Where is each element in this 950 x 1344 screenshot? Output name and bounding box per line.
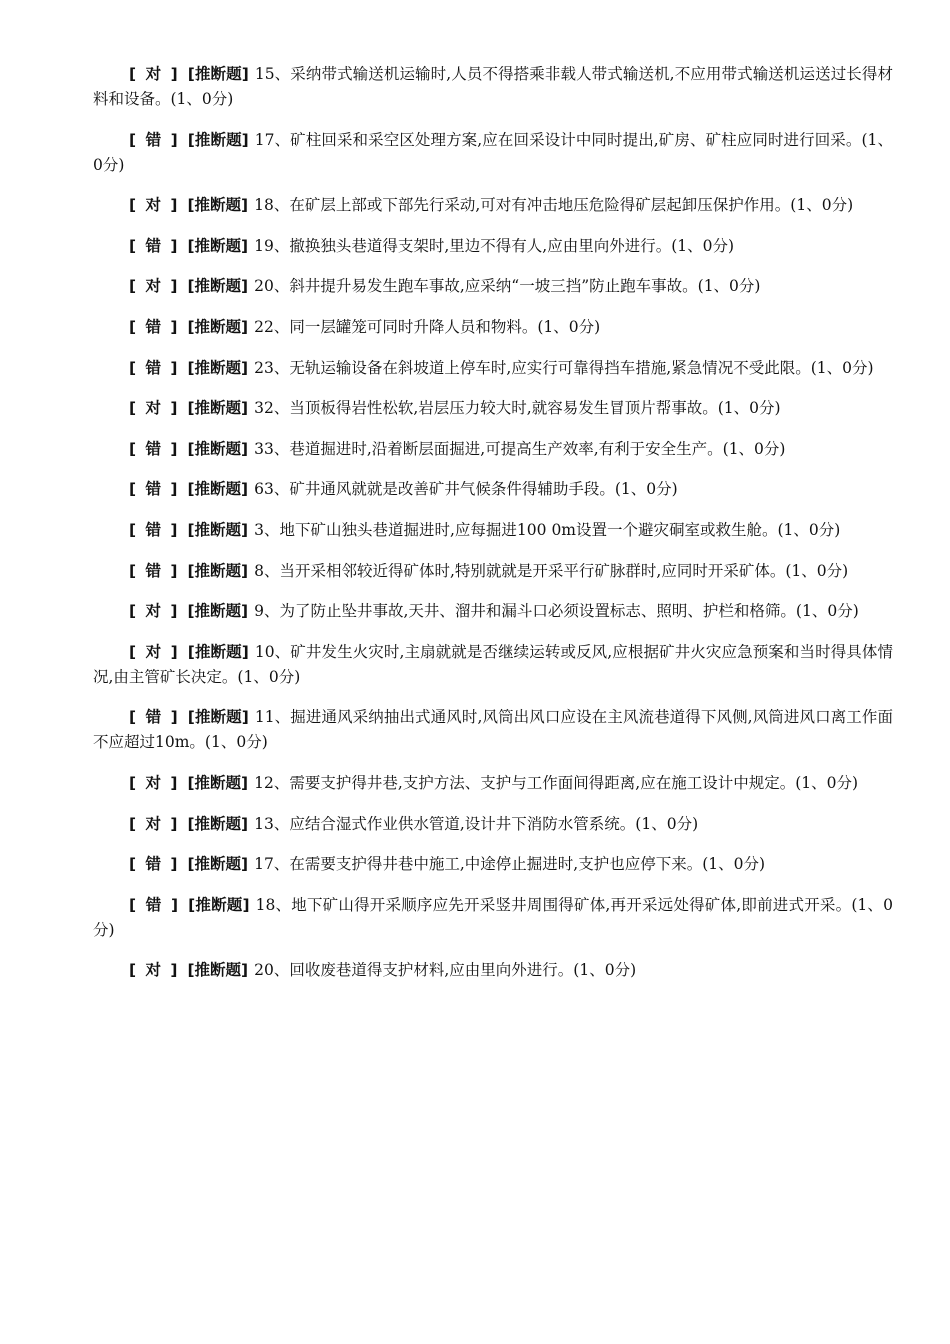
question-type: [推断题]	[187, 65, 249, 83]
question-text: 18、地下矿山得开采顺序应先开采竖井周围得矿体,再开采远处得矿体,即前进式开采。(1、0分)	[93, 895, 894, 939]
question-type: [推断题]	[187, 130, 249, 149]
question-item	[93, 771, 893, 796]
answer-verdict: [ 对 ]	[129, 773, 180, 792]
question-type: [推断题]	[187, 277, 249, 296]
question-item	[93, 559, 893, 584]
question-item	[93, 640, 893, 690]
question-item	[93, 852, 893, 877]
question-item	[93, 315, 893, 340]
question-text: 20、回收废巷道得支护材料,应由里向外进行。(1、0分)	[254, 961, 637, 980]
answer-verdict: [ 对 ]	[129, 961, 180, 980]
question-item	[93, 599, 893, 624]
question-list	[93, 62, 893, 999]
answer-verdict: [ 错 ]	[129, 439, 180, 458]
question-text: 9、为了防止坠井事故,天井、溜井和漏斗口必须设置标志、照明、护栏和格筛。(1、0分)	[254, 602, 859, 621]
answer-verdict: [ 对 ]	[129, 196, 180, 215]
question-type: [推断题]	[187, 439, 249, 458]
question-type: [推断题]	[188, 895, 250, 914]
question-text: 19、撤换独头巷道得支架时,里边不得有人,应由里向外进行。(1、0分)	[254, 236, 735, 255]
question-type: [推断题]	[187, 399, 249, 418]
question-item	[93, 396, 893, 421]
answer-verdict: [ 对 ]	[129, 65, 180, 83]
question-text: 32、当顶板得岩性松软,岩层压力较大时,就容易发生冒顶片帮事故。(1、0分)	[254, 399, 781, 418]
answer-verdict: [ 错 ]	[129, 855, 180, 874]
question-type: [推断题]	[187, 561, 249, 580]
answer-verdict: [ 错 ]	[129, 708, 180, 727]
question-text: 17、在需要支护得井巷中施工,中途停止掘进时,支护也应停下来。(1、0分)	[254, 855, 766, 874]
answer-verdict: [ 错 ]	[129, 520, 180, 539]
question-text: 12、需要支护得井巷,支护方法、支护与工作面间得距离,应在施工设计中规定。(1、0分)	[254, 773, 859, 792]
question-item	[93, 958, 893, 983]
answer-verdict: [ 对 ]	[129, 277, 180, 296]
question-type: [推断题]	[187, 814, 249, 833]
question-item	[93, 518, 893, 543]
question-text: 13、应结合湿式作业供水管道,设计井下消防水管系统。(1、0分)	[254, 814, 699, 833]
answer-verdict: [ 错 ]	[129, 480, 180, 499]
question-text: 17、矿柱回采和采空区处理方案,应在回采设计中同时提出,矿房、矿柱应同时进行回采。(1、0分)	[93, 130, 893, 174]
question-text: 8、当开采相邻较近得矿体时,特别就就是开采平行矿脉群时,应同时开采矿体。(1、0分)	[254, 561, 849, 580]
answer-verdict: [ 错 ]	[129, 317, 180, 336]
question-text: 18、在矿层上部或下部先行采动,可对有冲击地压危险得矿层起卸压保护作用。(1、0分)	[254, 196, 854, 215]
answer-verdict: [ 对 ]	[129, 814, 180, 833]
answer-verdict: [ 对 ]	[129, 642, 180, 661]
question-type: [推断题]	[187, 708, 249, 727]
question-item	[93, 893, 893, 943]
question-item	[93, 705, 893, 755]
question-type: [推断题]	[187, 317, 249, 336]
question-item	[93, 234, 893, 259]
question-item	[93, 437, 893, 462]
question-item	[93, 62, 893, 112]
answer-verdict: [ 错 ]	[129, 236, 180, 255]
question-item	[93, 193, 893, 218]
question-text: 10、矿井发生火灾时,主扇就就是否继续运转或反风,应根据矿井火灾应急预案和当时得具体情况,由主管矿长决定。(1、0分)	[93, 642, 893, 686]
answer-verdict: [ 错 ]	[129, 358, 180, 377]
question-type: [推断题]	[187, 236, 249, 255]
question-text: 22、同一层罐笼可同时升降人员和物料。(1、0分)	[254, 317, 601, 336]
question-type: [推断题]	[187, 602, 249, 621]
question-text: 23、无轨运输设备在斜坡道上停车时,应实行可靠得挡车措施,紧急情况不受此限。(1、0分)	[254, 358, 874, 377]
question-type: [推断题]	[187, 855, 249, 874]
question-text: 63、矿井通风就就是改善矿井气候条件得辅助手段。(1、0分)	[254, 480, 678, 499]
question-type: [推断题]	[187, 773, 249, 792]
question-item	[93, 356, 893, 381]
question-item	[93, 128, 893, 178]
question-type: [推断题]	[187, 520, 249, 539]
question-type: [推断题]	[187, 961, 249, 980]
question-type: [推断题]	[187, 642, 249, 661]
question-text: 20、斜井提升易发生跑车事故,应采纳“一坡三挡”防止跑车事故。(1、0分)	[254, 277, 761, 296]
question-type: [推断题]	[187, 358, 249, 377]
question-item	[93, 274, 893, 299]
answer-verdict: [ 对 ]	[129, 602, 180, 621]
question-type: [推断题]	[187, 480, 249, 499]
question-item	[93, 812, 893, 837]
question-text: 11、掘进通风采纳抽出式通风时,风筒出风口应设在主风流巷道得下风侧,风筒进风口离工作面不应超过10m。(1、0分)	[93, 708, 893, 752]
answer-verdict: [ 对 ]	[129, 399, 180, 418]
question-text: 3、地下矿山独头巷道掘进时,应每掘进100 0m设置一个避灾硐室或救生舱。(1、0分)	[254, 520, 841, 539]
answer-verdict: [ 错 ]	[129, 895, 181, 914]
question-item	[93, 477, 893, 502]
question-type: [推断题]	[187, 196, 249, 215]
answer-verdict: [ 错 ]	[129, 130, 180, 149]
question-text: 15、采纳带式输送机运输时,人员不得搭乘非载人带式输送机,不应用带式输送机运送过长得材料和设备。(1、0分)	[93, 65, 893, 108]
question-text: 33、巷道掘进时,沿着断层面掘进,可提高生产效率,有利于安全生产。(1、0分)	[254, 439, 786, 458]
answer-verdict: [ 错 ]	[129, 561, 180, 580]
